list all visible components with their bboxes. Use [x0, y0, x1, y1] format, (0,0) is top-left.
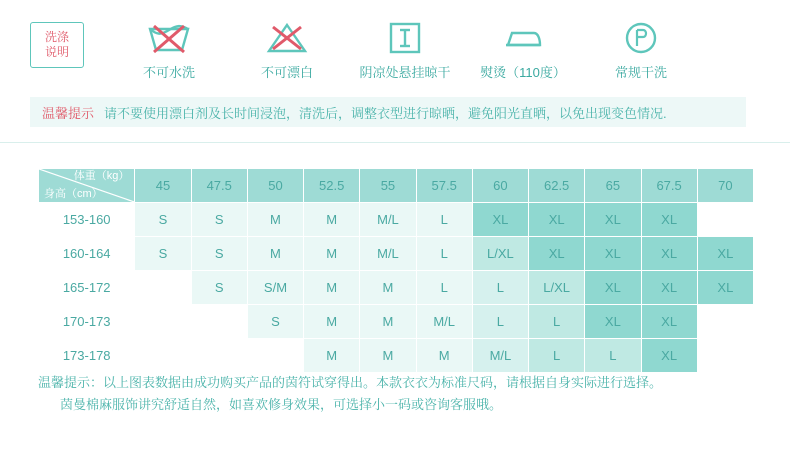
cell-4-10: [697, 339, 753, 373]
cell-1-5: L: [416, 237, 472, 271]
warm-tip-label: 温馨提示: [42, 105, 95, 121]
cell-2-2: S/M: [247, 271, 303, 305]
cell-0-2: M: [247, 203, 303, 237]
cell-0-8: XL: [585, 203, 641, 237]
drip-dry-in-shade-icon: [388, 18, 422, 58]
care-label-dry-clean: 常规干洗: [614, 65, 667, 80]
row-header-2: 165-172: [39, 271, 135, 305]
cell-2-10: XL: [697, 271, 753, 305]
no-bleach-icon: [265, 18, 309, 58]
footer-note-line2: 茵曼棉麻服饰讲究舒适自然，如喜欢修身效果，可选择小一码或咨询客服哦。: [60, 397, 503, 412]
row-header-0: 153-160: [39, 203, 135, 237]
cell-3-4: M: [360, 305, 416, 339]
cell-2-7: L/XL: [529, 271, 585, 305]
cell-1-3: M: [304, 237, 360, 271]
cell-4-3: M: [304, 339, 360, 373]
care-item-no-machine-wash: [110, 18, 228, 81]
cell-4-0: [135, 339, 191, 373]
cell-0-5: L: [416, 203, 472, 237]
size-table-wrapper: [38, 168, 754, 373]
section-divider: [0, 142, 790, 143]
size-table: [38, 168, 754, 373]
iron-110-icon: [503, 18, 543, 58]
cell-1-8: XL: [585, 237, 641, 271]
cell-2-9: XL: [641, 271, 697, 305]
col-header-0: 45: [135, 169, 191, 203]
table-row: [39, 305, 754, 339]
row-header-4: 173-178: [39, 339, 135, 373]
cell-2-6: L: [472, 271, 528, 305]
wash-care-badge: [30, 22, 84, 68]
cell-0-6: XL: [472, 203, 528, 237]
row-header-1: 160-164: [39, 237, 135, 271]
cell-2-1: S: [191, 271, 247, 305]
cell-0-7: XL: [529, 203, 585, 237]
cell-3-0: [135, 305, 191, 339]
cell-1-10: XL: [697, 237, 753, 271]
cell-0-9: XL: [641, 203, 697, 237]
col-header-10: 70: [697, 169, 753, 203]
cell-3-1: [191, 305, 247, 339]
cell-4-8: L: [585, 339, 641, 373]
cell-0-3: M: [304, 203, 360, 237]
care-label-no-bleach: 不可漂白: [260, 65, 313, 80]
care-label-no-machine-wash: 不可水洗: [142, 65, 195, 80]
cell-1-9: XL: [641, 237, 697, 271]
cell-3-6: L: [472, 305, 528, 339]
cell-0-1: S: [191, 203, 247, 237]
col-header-6: 60: [472, 169, 528, 203]
wash-care-badge-line2: 说明: [44, 45, 69, 59]
wash-care-badge-line1: 洗涤: [44, 30, 69, 44]
cell-3-5: M/L: [416, 305, 472, 339]
cell-1-1: S: [191, 237, 247, 271]
cell-4-1: [191, 339, 247, 373]
corner-height-label: 身高（cm）: [44, 188, 103, 200]
cell-2-4: M: [360, 271, 416, 305]
care-item-dry-clean: [582, 18, 700, 81]
cell-3-7: L: [529, 305, 585, 339]
dry-clean-icon: [624, 18, 658, 58]
care-item-no-bleach: [228, 18, 346, 81]
cell-4-5: M: [416, 339, 472, 373]
size-table-body: [39, 203, 754, 373]
cell-3-2: S: [247, 305, 303, 339]
cell-4-4: M: [360, 339, 416, 373]
col-header-4: 55: [360, 169, 416, 203]
cell-0-4: M/L: [360, 203, 416, 237]
care-item-drip-dry-in-shade: [346, 18, 464, 81]
table-row: [39, 271, 754, 305]
cell-4-6: M/L: [472, 339, 528, 373]
col-header-8: 65: [585, 169, 641, 203]
cell-3-10: [697, 305, 753, 339]
table-header-row: [39, 169, 754, 203]
table-corner-cell: [39, 169, 135, 203]
cell-3-9: XL: [641, 305, 697, 339]
cell-3-8: XL: [585, 305, 641, 339]
cell-0-0: S: [135, 203, 191, 237]
cell-4-9: XL: [641, 339, 697, 373]
warm-tip-bar: [30, 97, 746, 127]
cell-1-7: XL: [529, 237, 585, 271]
cell-1-2: M: [247, 237, 303, 271]
cell-2-8: XL: [585, 271, 641, 305]
warm-tip-text: 请不要使用漂白剂及长时间浸泡，清洗后，调整衣型进行晾晒，避免阳光直晒，以免出现变色情况.: [104, 105, 667, 121]
care-item-iron: [464, 18, 582, 81]
cell-4-7: L: [529, 339, 585, 373]
footer-note-line1: 温馨提示：以上图表数据由成功购买产品的茵符试穿得出。本款衣衣为标准尺码，请根据自身实际进行选择。: [38, 375, 663, 390]
cell-2-0: [135, 271, 191, 305]
cell-0-10: [697, 203, 753, 237]
care-label-iron: 熨烫（110度）: [480, 65, 566, 80]
table-row: [39, 237, 754, 271]
row-header-3: 170-173: [39, 305, 135, 339]
cell-4-2: [247, 339, 303, 373]
col-header-2: 50: [247, 169, 303, 203]
table-row: [39, 339, 754, 373]
cell-2-3: M: [304, 271, 360, 305]
col-header-9: 67.5: [641, 169, 697, 203]
table-row: [39, 203, 754, 237]
care-label-drip-dry-in-shade: 阴凉处悬挂晾干: [359, 65, 451, 80]
col-header-5: 57.5: [416, 169, 472, 203]
cell-2-5: L: [416, 271, 472, 305]
cell-1-4: M/L: [360, 237, 416, 271]
cell-3-3: M: [304, 305, 360, 339]
cell-1-0: S: [135, 237, 191, 271]
corner-weight-label: 体重（kg）: [73, 170, 130, 182]
col-header-7: 62.5: [529, 169, 585, 203]
col-header-3: 52.5: [304, 169, 360, 203]
col-header-1: 47.5: [191, 169, 247, 203]
cell-1-6: L/XL: [472, 237, 528, 271]
no-machine-wash-icon: [147, 18, 191, 58]
footer-note: [38, 372, 758, 416]
wash-care-section: [30, 18, 760, 88]
